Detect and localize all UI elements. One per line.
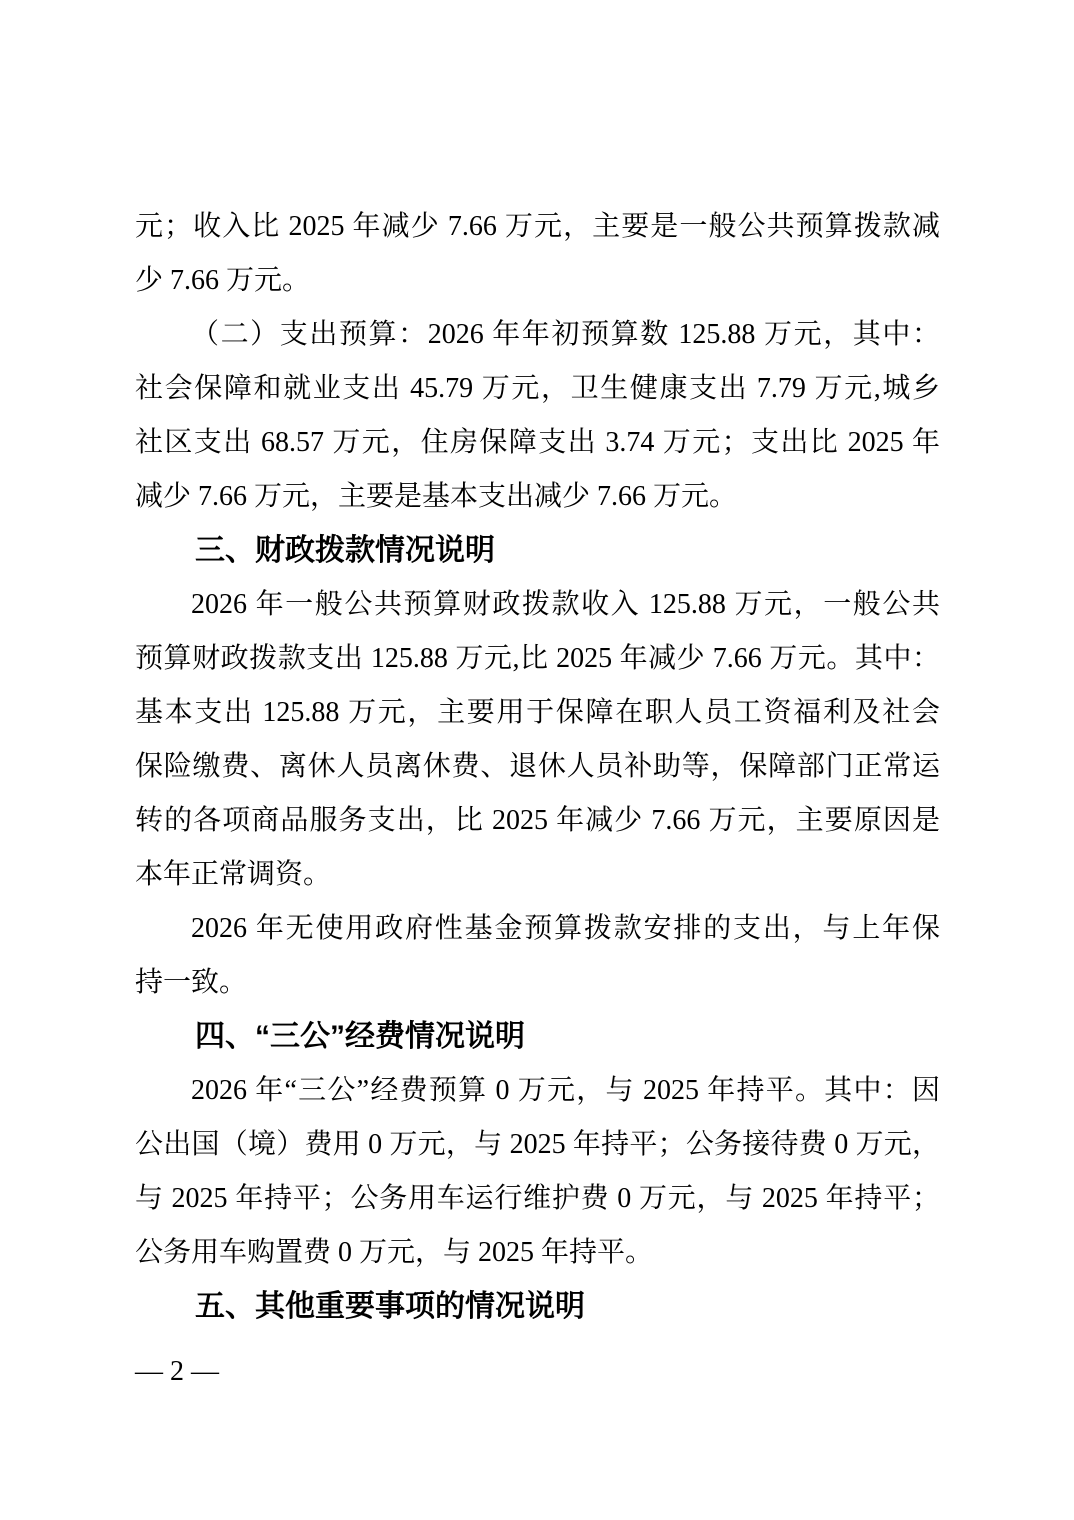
text-line: 预算财政拨款支出 125.88 万元,比 2025 年减少 7.66 万元。其中： bbox=[135, 643, 940, 674]
page-number: — 2 — bbox=[135, 1356, 219, 1387]
list-marker-lead: （二）支出预算： bbox=[191, 319, 428, 350]
document-body bbox=[135, 200, 940, 1334]
text-line: 本年正常调资。 bbox=[135, 859, 332, 890]
section-heading-fiscal-allocation: 三、财政拨款情况说明 bbox=[195, 534, 495, 567]
text-line: 转的各项商品服务支出，比 2025 年减少 7.66 万元，主要原因是 bbox=[135, 805, 940, 836]
text-line: 2026 年一般公共预算财政拨款收入 125.88 万元，一般公共 bbox=[191, 589, 940, 620]
text-line: 基本支出 125.88 万元，主要用于保障在职人员工资福利及社会 bbox=[135, 697, 940, 728]
text-line-expenditure-budget bbox=[135, 308, 940, 362]
text-line: 持一致。 bbox=[135, 967, 248, 998]
text-line: 少 7.66 万元。 bbox=[135, 265, 311, 296]
text-line: 与 2025 年持平；公务用车运行维护费 0 万元，与 2025 年持平； bbox=[135, 1183, 940, 1214]
text-line: 社区支出 68.57 万元，住房保障支出 3.74 万元；支出比 2025 年 bbox=[135, 427, 940, 458]
section-heading-three-public-expenses: 四、“三公”经费情况说明 bbox=[195, 1020, 525, 1053]
text-line: 减少 7.66 万元，主要是基本支出减少 7.66 万元。 bbox=[135, 481, 738, 512]
text-line: 2026 年无使用政府性基金预算拨款安排的支出，与上年保 bbox=[191, 913, 940, 944]
text-line: 公出国（境）费用 0 万元，与 2025 年持平；公务接待费 0 万元， bbox=[135, 1129, 940, 1160]
text-line: 社会保障和就业支出 45.79 万元，卫生健康支出 7.79 万元,城乡 bbox=[135, 373, 940, 404]
text-line-rest: 2026 年年初预算数 125.88 万元，其中： bbox=[427, 319, 940, 350]
text-line: 2026 年“三公”经费预算 0 万元，与 2025 年持平。其中：因 bbox=[191, 1075, 940, 1106]
text-line: 公务用车购置费 0 万元，与 2025 年持平。 bbox=[135, 1237, 654, 1268]
text-line: 保险缴费、离休人员离休费、退休人员补助等，保障部门正常运 bbox=[135, 751, 940, 782]
section-heading-other-important-matters: 五、其他重要事项的情况说明 bbox=[195, 1290, 585, 1323]
text-line: 元；收入比 2025 年减少 7.66 万元，主要是一般公共预算拨款减 bbox=[135, 211, 940, 242]
